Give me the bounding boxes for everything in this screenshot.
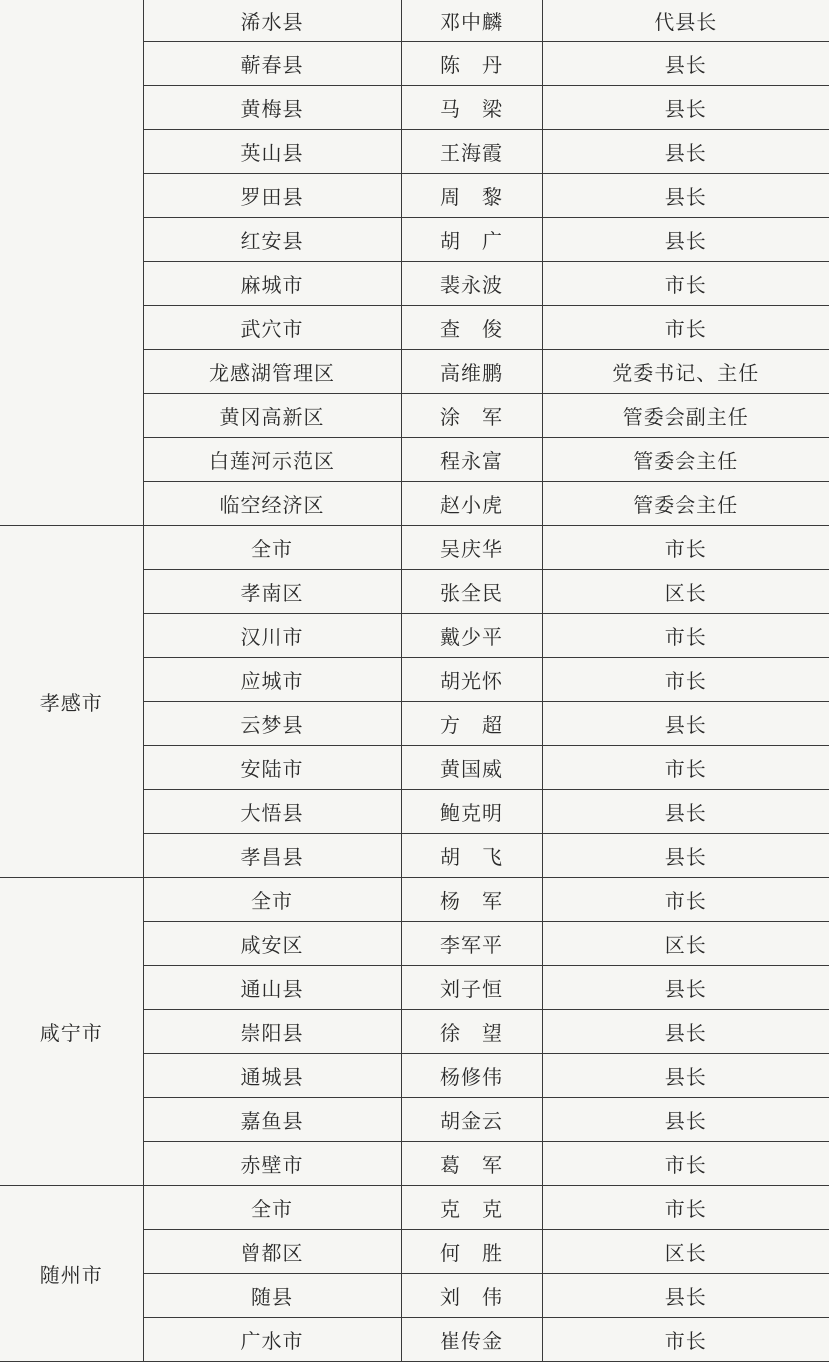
district-cell: 孝南区 [143,570,401,614]
district-cell: 曾都区 [143,1230,401,1274]
city-cell: 随州市 [0,1186,143,1362]
name-cell: 何 胜 [401,1230,542,1274]
name-cell: 杨修伟 [401,1054,542,1098]
title-cell: 市长 [542,746,829,790]
district-cell: 龙感湖管理区 [143,350,401,394]
title-cell: 县长 [542,1098,829,1142]
title-cell: 市长 [542,526,829,570]
district-cell: 全市 [143,878,401,922]
district-cell: 罗田县 [143,174,401,218]
name-cell: 崔传金 [401,1318,542,1362]
title-cell: 区长 [542,1230,829,1274]
title-cell: 市长 [542,306,829,350]
district-cell: 全市 [143,526,401,570]
name-cell: 李军平 [401,922,542,966]
name-cell: 克 克 [401,1186,542,1230]
district-cell: 蕲春县 [143,42,401,86]
name-cell: 赵小虎 [401,482,542,526]
district-cell: 临空经济区 [143,482,401,526]
title-cell: 市长 [542,1318,829,1362]
name-cell: 胡 飞 [401,834,542,878]
table-row [0,526,829,570]
table-row [0,1186,829,1230]
title-cell: 区长 [542,922,829,966]
name-cell: 涂 军 [401,394,542,438]
name-cell: 王海霞 [401,130,542,174]
district-cell: 浠水县 [143,0,401,42]
name-cell: 程永富 [401,438,542,482]
name-cell: 徐 望 [401,1010,542,1054]
name-cell: 张全民 [401,570,542,614]
district-cell: 咸安区 [143,922,401,966]
district-cell: 武穴市 [143,306,401,350]
title-cell: 县长 [542,86,829,130]
title-cell: 市长 [542,614,829,658]
city-cell: 孝感市 [0,526,143,878]
name-cell: 葛 军 [401,1142,542,1186]
name-cell: 戴少平 [401,614,542,658]
title-cell: 党委书记、主任 [542,350,829,394]
district-cell: 黄梅县 [143,86,401,130]
district-cell: 汉川市 [143,614,401,658]
district-cell: 大悟县 [143,790,401,834]
title-cell: 县长 [542,966,829,1010]
city-cell [0,0,143,526]
name-cell: 黄国威 [401,746,542,790]
district-cell: 嘉鱼县 [143,1098,401,1142]
title-cell: 市长 [542,1186,829,1230]
name-cell: 胡金云 [401,1098,542,1142]
city-cell: 咸宁市 [0,878,143,1186]
name-cell: 周 黎 [401,174,542,218]
name-cell: 陈 丹 [401,42,542,86]
district-cell: 麻城市 [143,262,401,306]
title-cell: 县长 [542,1010,829,1054]
district-cell: 广水市 [143,1318,401,1362]
title-cell: 代县长 [542,0,829,42]
title-cell: 管委会副主任 [542,394,829,438]
district-cell: 红安县 [143,218,401,262]
name-cell: 鲍克明 [401,790,542,834]
title-cell: 县长 [542,1274,829,1318]
title-cell: 县长 [542,702,829,746]
district-cell: 英山县 [143,130,401,174]
district-cell: 黄冈高新区 [143,394,401,438]
district-cell: 安陆市 [143,746,401,790]
name-cell: 刘 伟 [401,1274,542,1318]
title-cell: 县长 [542,790,829,834]
title-cell: 区长 [542,570,829,614]
district-cell: 白莲河示范区 [143,438,401,482]
district-cell: 通山县 [143,966,401,1010]
district-cell: 应城市 [143,658,401,702]
district-cell: 随县 [143,1274,401,1318]
title-cell: 管委会主任 [542,482,829,526]
title-cell: 县长 [542,130,829,174]
title-cell: 市长 [542,878,829,922]
name-cell: 查 俊 [401,306,542,350]
title-cell: 市长 [542,262,829,306]
title-cell: 县长 [542,174,829,218]
title-cell: 县长 [542,834,829,878]
title-cell: 县长 [542,42,829,86]
title-cell: 市长 [542,658,829,702]
district-cell: 孝昌县 [143,834,401,878]
name-cell: 胡光怀 [401,658,542,702]
name-cell: 胡 广 [401,218,542,262]
title-cell: 管委会主任 [542,438,829,482]
name-cell: 裴永波 [401,262,542,306]
district-cell: 崇阳县 [143,1010,401,1054]
name-cell: 高维鹏 [401,350,542,394]
district-cell: 赤壁市 [143,1142,401,1186]
district-cell: 全市 [143,1186,401,1230]
title-cell: 市长 [542,1142,829,1186]
name-cell: 刘子恒 [401,966,542,1010]
name-cell: 方 超 [401,702,542,746]
title-cell: 县长 [542,1054,829,1098]
name-cell: 邓中麟 [401,0,542,42]
name-cell: 杨 军 [401,878,542,922]
name-cell: 马 梁 [401,86,542,130]
table-row [0,878,829,922]
district-cell: 云梦县 [143,702,401,746]
name-cell: 吴庆华 [401,526,542,570]
table-row [0,0,829,42]
title-cell: 县长 [542,218,829,262]
district-cell: 通城县 [143,1054,401,1098]
